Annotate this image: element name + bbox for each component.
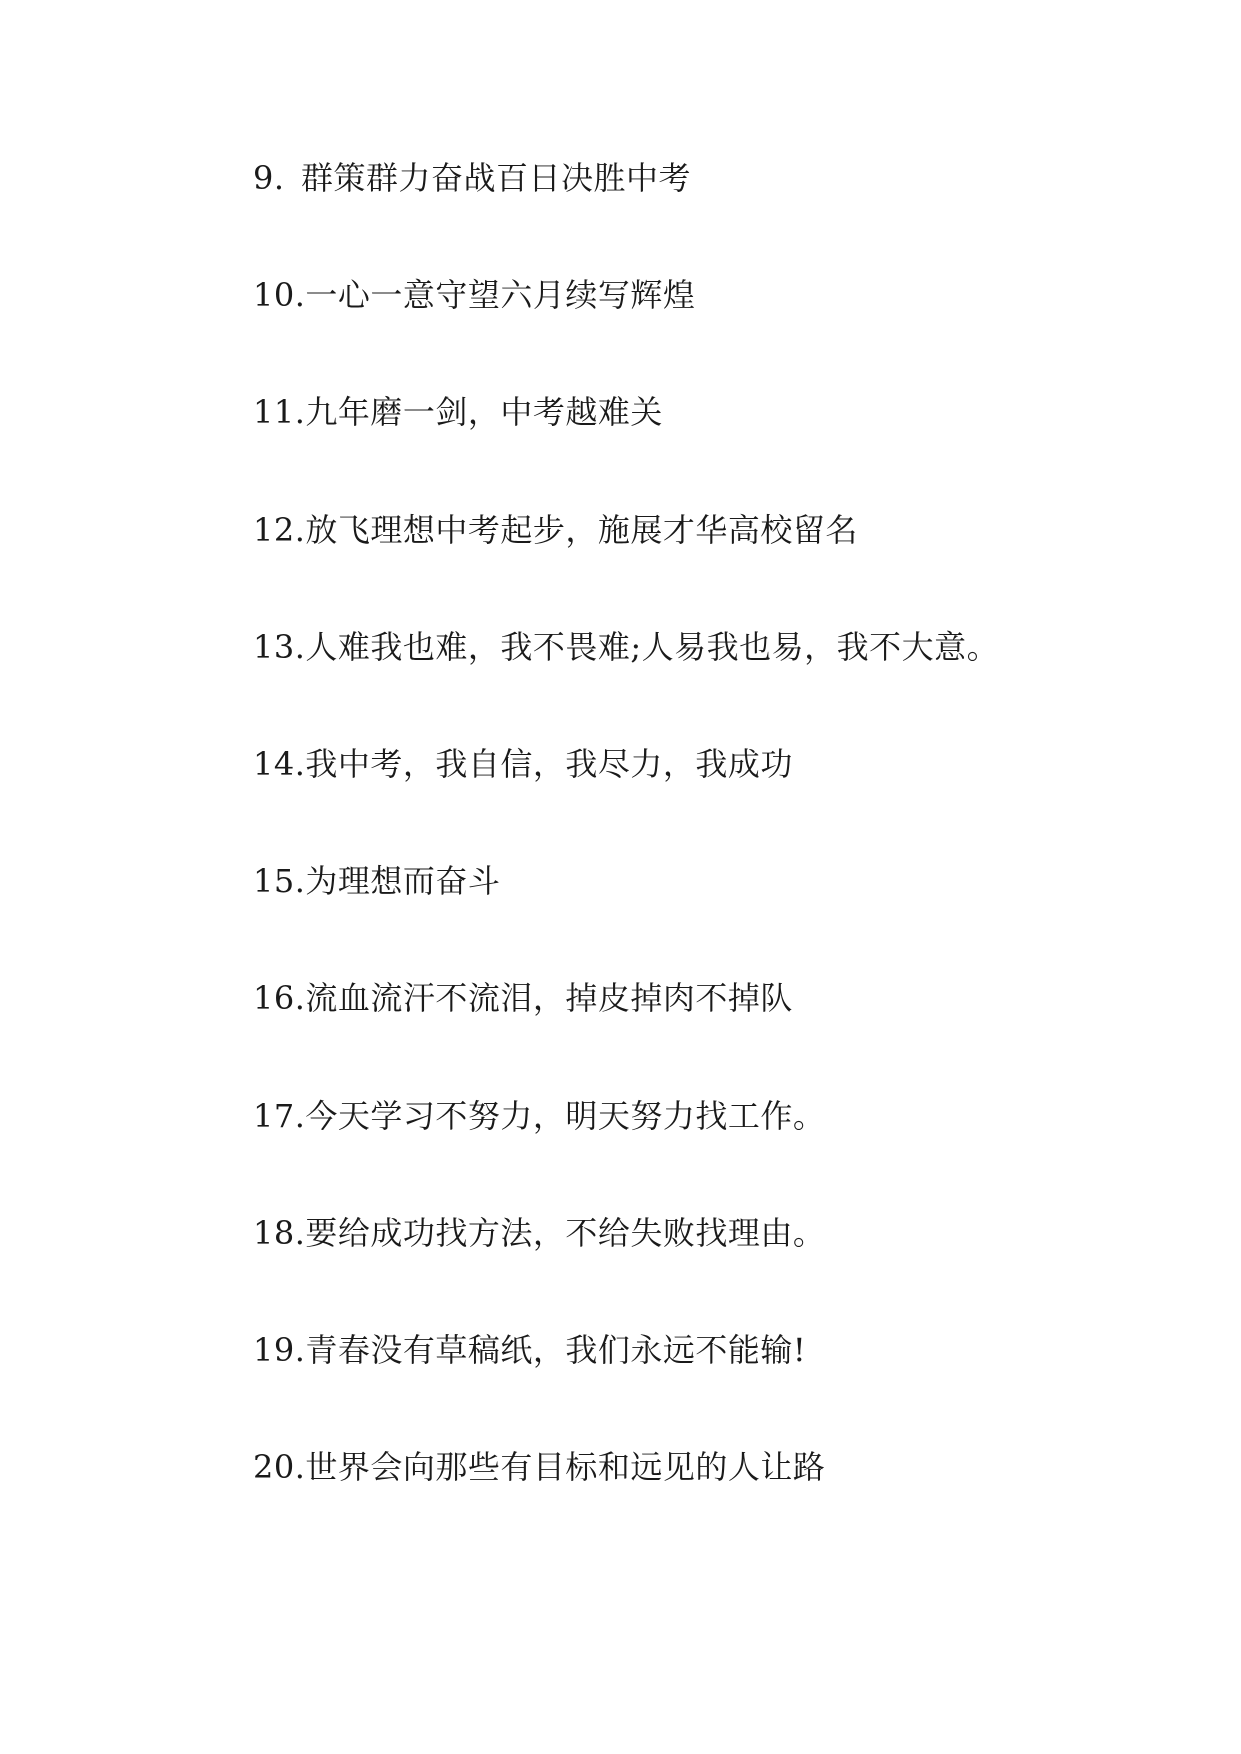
item-number: 19. [253, 1330, 306, 1369]
list-item [253, 392, 999, 509]
item-number: 15. [253, 862, 306, 901]
list-item [253, 158, 999, 275]
list-item [253, 275, 999, 392]
item-number: 12. [253, 510, 306, 549]
list-item [253, 1330, 999, 1447]
item-number: 16. [253, 979, 306, 1018]
list-item [253, 510, 999, 627]
item-number: 20. [253, 1448, 306, 1487]
item-number: 11. [253, 393, 306, 432]
list-item [253, 1213, 999, 1330]
item-text: 世界会向那些有目标和远见的人让路 [305, 1448, 826, 1487]
list-item [253, 744, 999, 861]
item-text: 为理想而奋斗 [305, 862, 501, 901]
item-text: 九年磨一剑，中考越难关 [305, 393, 663, 432]
slogan-list [253, 158, 999, 1564]
list-item [253, 978, 999, 1095]
list-item [253, 1447, 999, 1564]
list-item [253, 861, 999, 978]
list-item [253, 627, 999, 744]
item-text: 群策群力奋战百日决胜中考 [301, 159, 692, 197]
item-number: 17. [253, 1096, 306, 1135]
item-text: 一心一意守望六月续写辉煌 [305, 276, 696, 315]
item-number: 14. [253, 744, 306, 783]
item-text: 我中考，我自信，我尽力，我成功 [305, 744, 793, 783]
list-item [253, 1096, 999, 1213]
item-number: 18. [253, 1213, 306, 1252]
item-text: 放飞理想中考起步，施展才华高校留名 [305, 510, 858, 549]
item-text: 要给成功找方法，不给失败找理由。 [305, 1213, 826, 1252]
item-number: 9. [253, 159, 285, 197]
item-text: 人难我也难，我不畏难;人易我也易，我不大意。 [305, 627, 1000, 666]
item-text: 青春没有草稿纸，我们永远不能输! [305, 1330, 807, 1369]
item-text: 今天学习不努力，明天努力找工作。 [305, 1096, 826, 1135]
item-text: 流血流汗不流泪，掉皮掉肉不掉队 [305, 979, 793, 1018]
item-number: 10. [253, 276, 306, 315]
item-number: 13. [253, 627, 306, 666]
